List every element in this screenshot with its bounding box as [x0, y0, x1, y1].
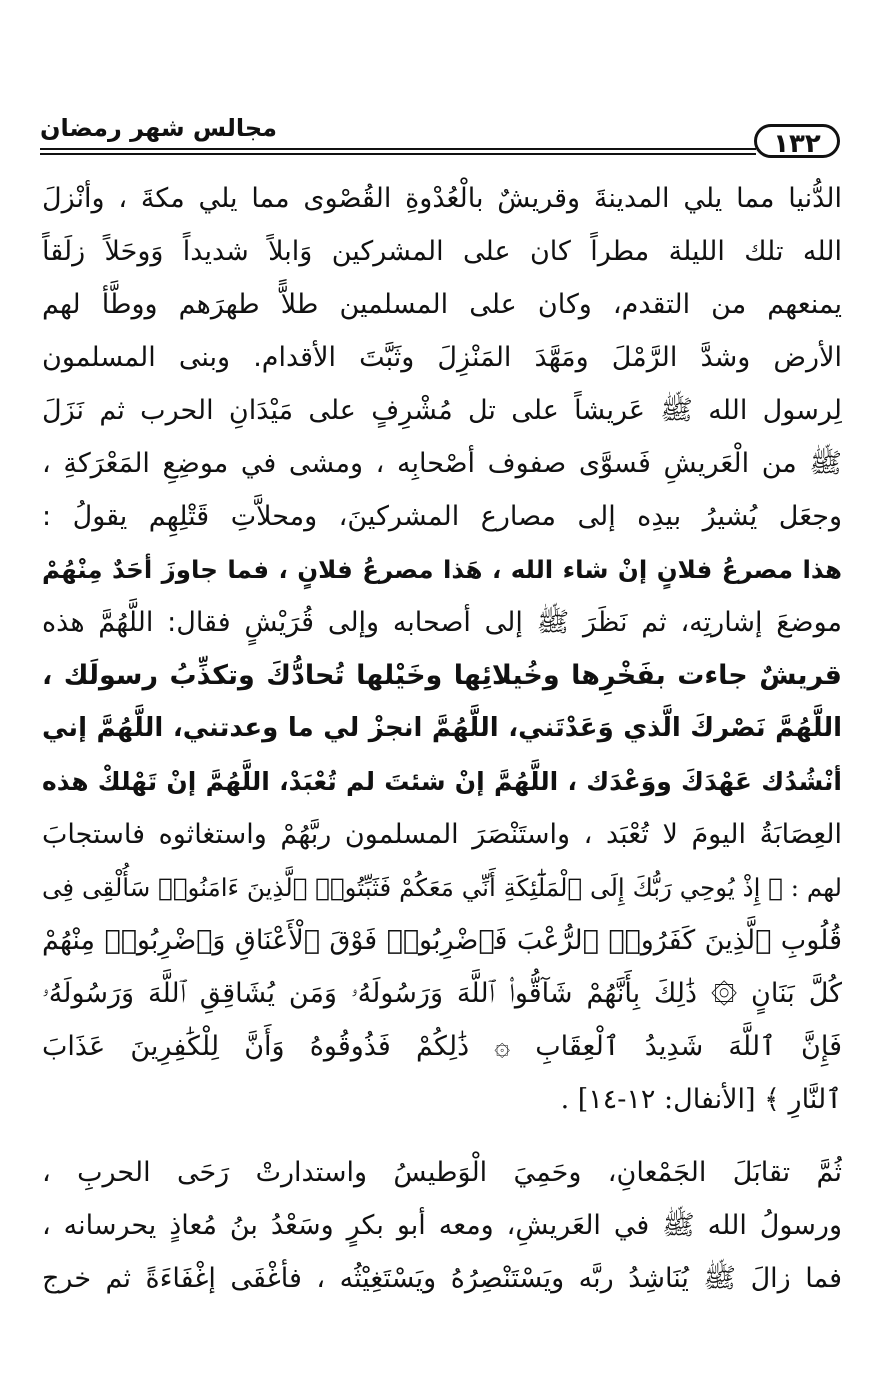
text-line: الدُّنيا مما يلي المدينةَ وقريشٌ بالْعُدْوةِ القُصْوى مما يلي مكةَ ، وأنْزلَ: [42, 183, 842, 214]
paragraph: [42, 1146, 842, 1305]
quran-citation-line: ٱلنَّارِ ﴾ [الأنفال: ١٢-١٤] .: [560, 1084, 842, 1115]
text-line: يمنعهم من التقدم، وكان على المسلمين طلاًّ طهرَهم ووطَّأ لهم: [42, 289, 842, 320]
text-line: ﷺ من الْعَريشِ فَسوَّى صفوف أصْحابِه ، ومشى في موضِعِ المَعْرَكةِ ،: [42, 448, 842, 479]
text-line: أنْشُدُك عَهْدَكَ ووَعْدَك ، اللَّهُمَّ إنْ شئتَ لم تُعْبَدْ، اللَّهُمَّ إنْ تَهْلكْ هذه: [42, 767, 842, 796]
text-line: لِرسول الله ﷺ عَريشاً على تل مُشْرِفٍ على مَيْدَانِ الحرب ثم نَزَلَ: [42, 395, 842, 426]
text-line: فما زالَ ﷺ يُنَاشِدُ ربَّه ويَسْتَنْصِرُهُ ويَسْتَغِيْثُه ، فأغْفَى إغْفَاءَةً ثم خرج: [42, 1263, 842, 1294]
text-line: هذا مصرعُ فلانٍ إنْ شاء الله ، هَذا مصرعُ فلانٍ ، فما جاوزَ أحَدٌ مِنْهُمْ: [42, 555, 842, 584]
text-line: ثُمَّ تقابَلَ الجَمْعانِ، وحَمِيَ الْوَطيسُ واستدارتْ رَحَى الحربِ ،: [42, 1157, 842, 1188]
header-rule: [40, 153, 756, 155]
text-line: الأرض وشدَّ الرَّمْلَ ومَهَّدَ المَنْزِلَ وثَبَّتَ الأقدام. وبنى المسلمون: [42, 342, 842, 373]
header-rule: [40, 148, 756, 150]
page-header: [40, 108, 840, 158]
text-line: اللَّهُمَّ نَصْركَ الَّذي وَعَدْتَني، اللَّهُمَّ انجزْ لي ما وعدتني، اللَّهُمَّ إني: [42, 713, 842, 743]
quran-line: لهم : ﴿ إِذْ يُوحِي رَبُّكَ إِلَى ٱلْمَلَٰٓئِكَةِ أَنِّي مَعَكُمْ فَثَبِّتُوا۟ ٱلَّذِينَ ءَامَنُوا۟ سَأُلْقِى فِى: [42, 873, 842, 902]
text-line: موضعَ إشارتِه، ثم نَظَرَ ﷺ إلى أصحابه وإلى قُرَيْشٍ فقال: اللَّهُمَّ هذه: [42, 607, 842, 638]
body-text: [42, 172, 842, 1305]
page-number: ١٣٢: [754, 124, 840, 158]
text-line: الله تلك الليلة مطراً كان على المشركين وَابلاً شديداً وَوحَلاً زلَقاً: [42, 236, 842, 267]
text-line: وجعَل يُشيرُ بيدِه إلى مصارع المشركينَ، ومحلاَّتِ قَتْلِهِم يقولُ :: [42, 501, 842, 532]
text-line: ورسولُ الله ﷺ في العَريشِ، ومعه أبو بكرٍ وسَعْدُ بنُ مُعاذٍ يحرسانه ،: [42, 1210, 842, 1241]
book-title: مجالس شهر رمضان: [40, 114, 278, 142]
text-line: العِصَابَةُ اليومَ لا تُعْبَد ، واستَنْصَرَ المسلمون ربَّهُمْ واستغاثوه فاستجابَ: [42, 819, 842, 850]
text-line: قريشٌ جاءت بفَخْرِها وخُيلائِها وخَيْلها تُحادُّكَ وتكذِّبُ رسولَك ،: [42, 660, 842, 691]
quran-line: فَإِنَّ ٱللَّهَ شَدِيدُ ٱلْعِقَابِ ۞ ذَٰلِكُمْ فَذُوقُوهُ وَأَنَّ لِلْكَٰفِرِينَ عَذَابَ: [42, 1031, 842, 1062]
quran-line: كُلَّ بَنَانٍ ۞ ذَٰلِكَ بِأَنَّهُمْ شَآقُّوا۟ ٱللَّهَ وَرَسُولَهُۥ وَمَن يُشَاقِقِ ٱللَّهَ وَرَسُولَهُۥ: [42, 978, 842, 1009]
quran-line: قُلُوبِ ٱلَّذِينَ كَفَرُوا۟ ٱلرُّعْبَ فَٱضْرِبُوا۟ فَوْقَ ٱلْأَعْنَاقِ وَٱضْرِبُوا۟ مِنْهُمْ: [42, 925, 842, 956]
